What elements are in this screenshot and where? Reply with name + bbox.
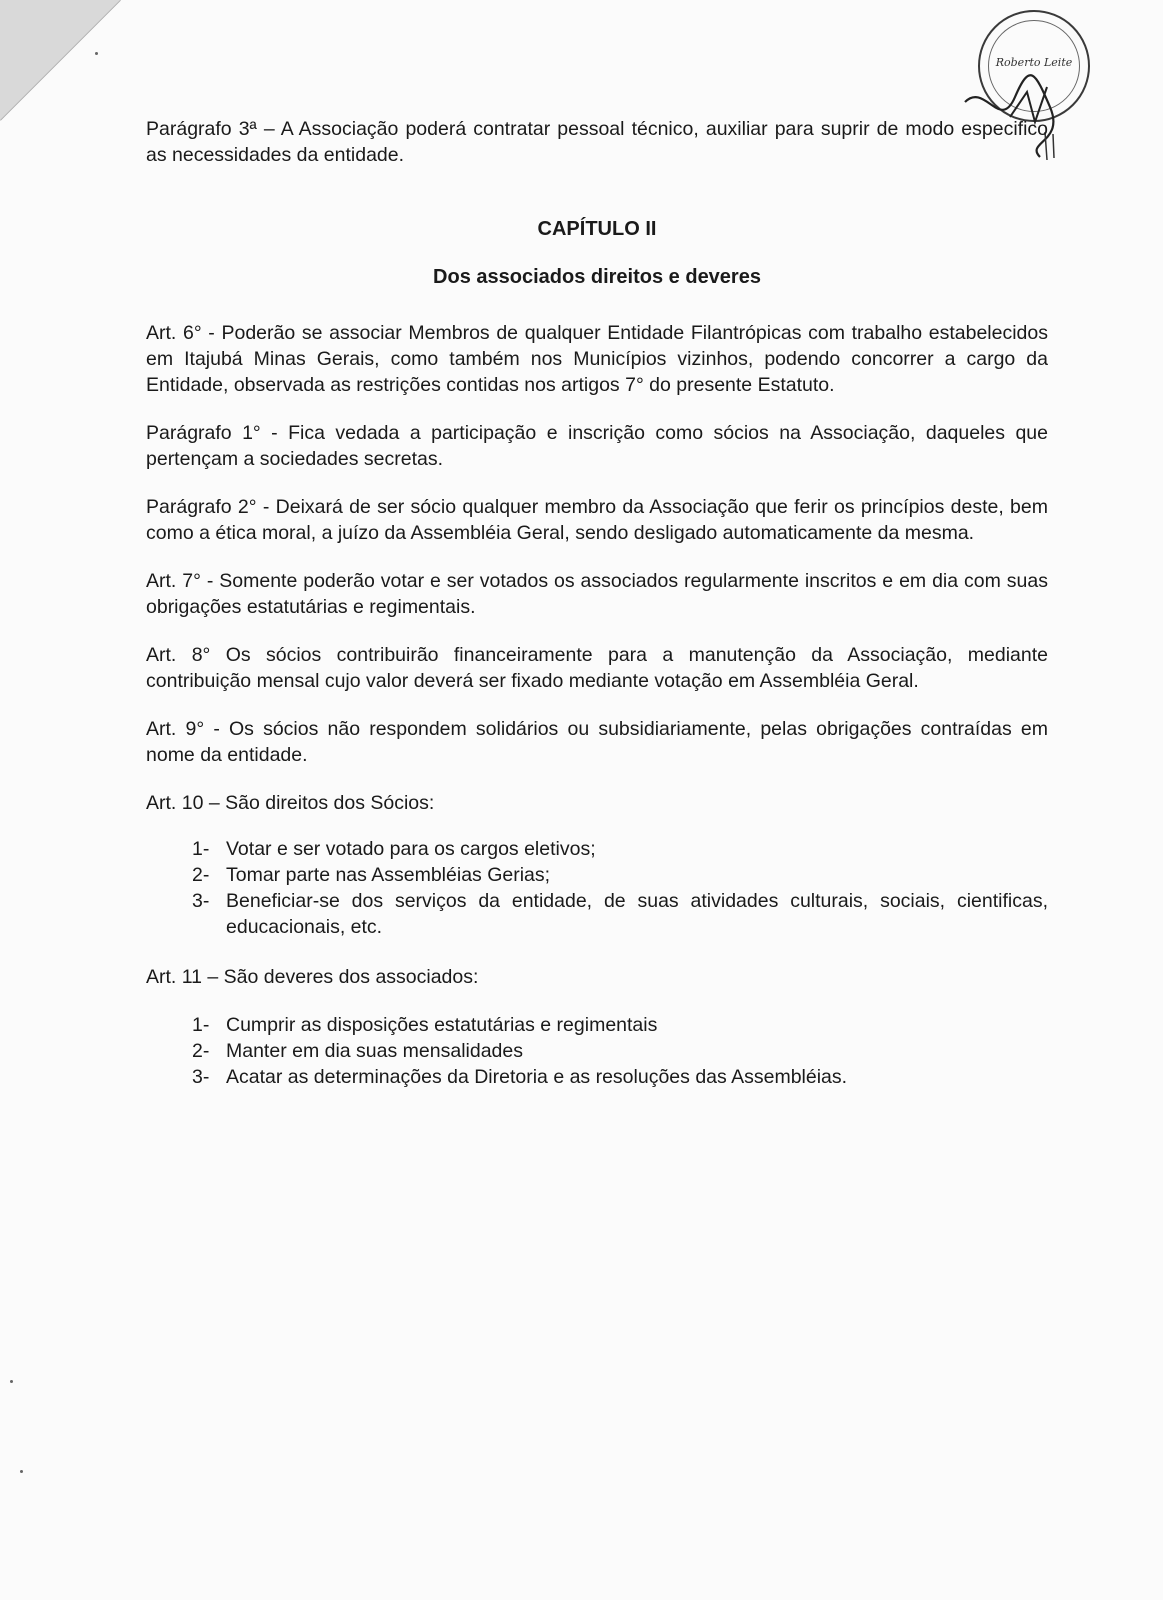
scan-speck — [10, 1380, 13, 1383]
article-7: Art. 7° - Somente poderão votar e ser votados os associados regularmente inscritos e em dia com suas obrigações estatutárias e regimentais. — [146, 570, 1048, 618]
list-item — [192, 1038, 1048, 1064]
article-10: Art. 10 – São direitos dos Sócios: — [146, 792, 435, 814]
article-6: Art. 6° - Poderão se associar Membros de qualquer Entidade Filantrópicas com trabalho estabelecidos em Itajubá Minas Gerais, como também nos Municípios vizinhos, podendo concorrer a cargo da Entidade, observada as restrições contidas nos artigos 7° do presente Estatuto. — [146, 322, 1048, 396]
stamp-name: Roberto Leite — [995, 56, 1073, 69]
list-item-text: Tomar parte nas Assembléias Gerias; — [226, 864, 551, 886]
list-item-number: 2- — [192, 864, 210, 886]
scan-speck — [20, 1470, 23, 1473]
article-8: Art. 8° Os sócios contribuirão financeiramente para a manutenção da Associação, mediante contribuição mensal cujo valor deverá ser fixado mediante votação em Assembléia Geral. — [146, 644, 1048, 692]
list-item — [192, 888, 1048, 940]
list-item — [192, 836, 1048, 862]
paragraph-3: Parágrafo 3ª – A Associação poderá contratar pessoal técnico, auxiliar para suprir de modo especifico as necessidades da entidade. — [146, 118, 1048, 166]
section-heading: Dos associados direitos e deveres — [433, 266, 761, 288]
list-item-text: Votar e ser votado para os cargos eletivos; — [226, 838, 596, 860]
article-10-list — [192, 836, 1048, 940]
article-6-paragraph-2: Parágrafo 2° - Deixará de ser sócio qualquer membro da Associação que ferir os princípios deste, bem como a ética moral, a juízo da Assembléia Geral, sendo desligado automaticamente da mesma. — [146, 496, 1048, 544]
list-item-text: Acatar as determinações da Diretoria e as resoluções das Assembléias. — [226, 1066, 848, 1088]
list-item-number: 3- — [192, 1066, 210, 1088]
list-item — [192, 1064, 1048, 1090]
list-item — [192, 862, 1048, 888]
scan-speck — [95, 52, 98, 55]
list-item-text: Beneficiar-se dos serviços da entidade, de suas atividades culturais, sociais, cientificas, educacionais, etc. — [226, 890, 1048, 938]
article-6-paragraph-1: Parágrafo 1° - Fica vedada a participação e inscrição como sócios na Associação, daqueles que pertençam a sociedades secretas. — [146, 422, 1048, 470]
list-item-number: 2- — [192, 1040, 210, 1062]
document-body — [146, 116, 1048, 1090]
article-9: Art. 9° - Os sócios não respondem solidários ou subsidiariamente, pelas obrigações contraídas em nome da entidade. — [146, 718, 1048, 766]
list-item-text: Manter em dia suas mensalidades — [226, 1040, 523, 1062]
article-11: Art. 11 – São deveres dos associados: — [146, 966, 479, 988]
list-item-text: Cumprir as disposições estatutárias e regimentais — [226, 1014, 658, 1036]
list-item — [192, 1012, 1048, 1038]
list-item-number: 3- — [192, 890, 210, 912]
chapter-heading: CAPÍTULO II — [537, 218, 657, 240]
list-item-number: 1- — [192, 1014, 210, 1036]
list-item-number: 1- — [192, 838, 210, 860]
article-11-list — [192, 1012, 1048, 1090]
